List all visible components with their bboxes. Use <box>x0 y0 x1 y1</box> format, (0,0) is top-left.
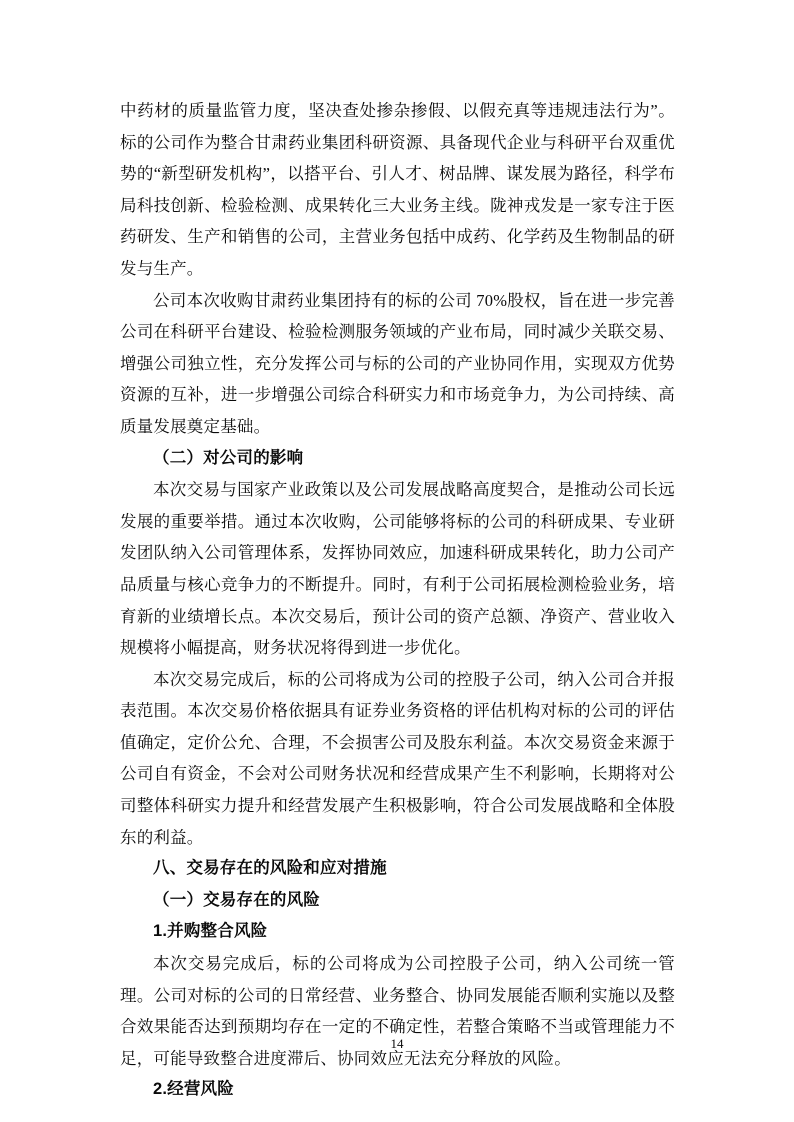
heading-operating-risk: 2.经营风险 <box>153 1080 234 1099</box>
paragraph-acquisition-purpose: 公司本次收购甘肃药业集团持有的标的公司 70%股权，旨在进一步完善公司在科研平台建设、检验检测服务领域的产业布局，同时减少关联交易、增强公司独立性，充分发挥公司与标的公司的产业协同作用，实现双方优势资源的互补，进一步增强公司综合科研实力和市场竞争力，为公司持续、高质量发展奠定基础。 <box>120 290 675 436</box>
paragraph-consolidation-and-pricing: 本次交易完成后，标的公司将成为公司的控股子公司，纳入公司合并报表范围。本次交易价格依据具有证券业务资格的评估机构对标的公司的评估值确定，定价公允、合理，不会损害公司及股东利益。本次交易资金来源于公司自有资金，不会对公司财务状况和经营成果产生不利影响，长期将对公司整体科研实力提升和经营发展产生积极影响，符合公司发展战略和全体股东的利益。 <box>120 669 675 847</box>
heading-impact-on-company: （二）对公司的影响 <box>153 448 304 467</box>
heading-transaction-risks: （一）交易存在的风险 <box>153 890 320 909</box>
paragraph-quality-supervision-continued: 中药材的质量监管力度，坚决查处掺杂掺假、以假充真等违规违法行为”。标的公司作为整合甘肃药业集团科研资源、具备现代企业与科研平台双重优势的“新型研发机构”，以搭平台、引人才、树品牌、谋发展为路径，科学布局科技创新、检验检测、成果转化三大业务主线。陇神戎发是一家专注于医药研发、生产和销售的公司，主营业务包括中成药、化学药及生物制品的研发与生产。 <box>120 101 675 278</box>
heading-integration-risk: 1.并购整合风险 <box>153 922 268 941</box>
paragraph-strategic-fit: 本次交易与国家产业政策以及公司发展战略高度契合，是推动公司长远发展的重要举措。通过本次收购，公司能够将标的公司的科研成果、专业研发团队纳入公司管理体系，发挥协同效应，加速科研成果转化，助力公司产品质量与核心竞争力的不断提升。同时，有利于公司拓展检测检验业务，培育新的业绩增长点。本次交易后，预计公司的资产总额、净资产、营业收入规模将小幅提高，财务状况将得到进一步优化。 <box>120 480 675 658</box>
page-number: 14 <box>390 1036 404 1051</box>
heading-risks-and-measures: 八、交易存在的风险和应对措施 <box>153 859 387 878</box>
page-content <box>120 95 675 1106</box>
paragraph-integration-risk-detail: 本次交易完成后，标的公司将成为公司控股子公司，纳入公司统一管理。公司对标的公司的日常经营、业务整合、协同发展能否顺利实施以及整合效果能否达到预期均存在一定的不确定性，若整合策略不当或管理能力不足，可能导致整合进度滞后、协同效应无法充分释放的风险。 <box>120 954 675 1068</box>
